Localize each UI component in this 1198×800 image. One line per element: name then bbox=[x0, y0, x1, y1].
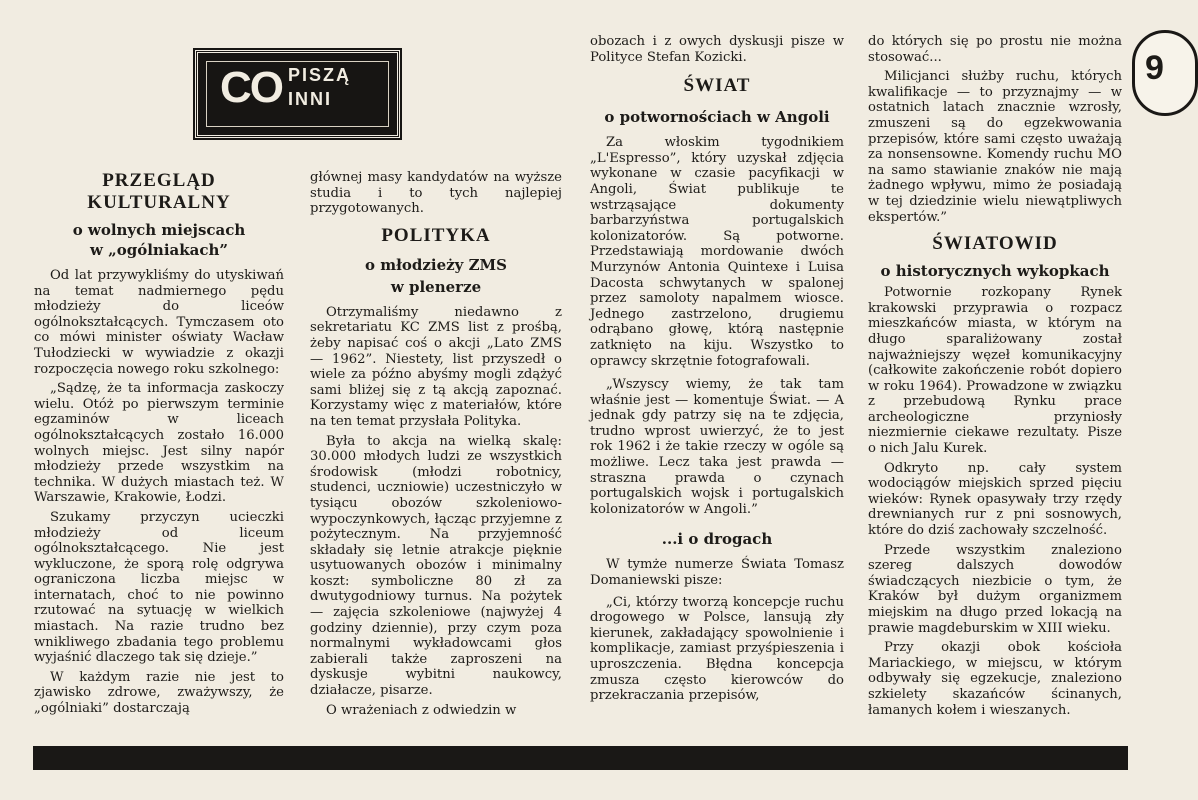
subhead-wolne-miejsca-2: w „ogólniakach” bbox=[89, 241, 229, 259]
co-pisza-inni-logo bbox=[195, 50, 400, 138]
paragraph: O wrażeniach z odwiedzin w bbox=[326, 702, 517, 718]
subhead-drogi: ...i o drogach bbox=[661, 530, 773, 549]
section-title-kulturalny: KULTURALNY bbox=[87, 192, 231, 213]
paragraph: „Ci, którzy tworzą koncepcje ruchu drogowego w Polsce, lansują zły kierunek, zakładający spowolnienie i komplikacje, zamiast przyśpieszenia i uproszczenia. Błędna koncepcja zmusza często kierowców do przekraczania przepisów, bbox=[590, 594, 844, 704]
column-swiat bbox=[590, 34, 844, 708]
section-title-swiatowid: ŚWIATOWID bbox=[932, 233, 1058, 255]
paragraph: Potwornie rozkopany Rynek krakowski przyprawia o rozpacz mieszkańców miasta, w którym na długo sparaliżowany został najważniejszy węzeł komunikacyjny (całkowite zakończenie robót dopiero w roku 1964). Prowadzone w związku z przebudową Rynku prace archeologiczne przyniosły niezmiernie ciekawe rezultaty. Pisze o nich Jalu Kurek. bbox=[868, 285, 1122, 457]
paragraph: Za włoskim tygodnikiem „L'Espresso”, który uzyskał zdjęcia wykonane w czasie pacyfikacji w Angoli, Świat publikuje te wstrząsające dokumenty barbarzyństwa portugalskich kolonizatorów. Są potworne. Przedstawiają mordowanie dwóch Murzynów Antonia Quintexe i Luisa Dacosta schwytanych w spalonej przez samoloty napalmem wiosce. Jednego zastrzelono, drugiemu odrąbano głowę, którą następnie zatknięto na kiju. Wszystko to oprawcy skrzętnie fotografowali. bbox=[590, 135, 844, 369]
paragraph-continuation: obozach i z owych dyskusji pisze w Polityce Stefan Kozicki. bbox=[590, 34, 844, 65]
paragraph: Była to akcja na wielką skalę: 30.000 młodych ludzi ze wszystkich środowisk (młodzi robotnicy, studenci, uczniowie) uczestniczyło w tysiącu obozów szkoleniowo-wypoczynkowych, łącząc przyjemne z pożytecznym. Na przyjemność składały się letnie atrakcje pięknie usytuowanych obozów i minimalny koszt: symboliczne 80 zł za dwutygodniowy turnus. Na pożytek — zajęcia szkoleniowe (najwyżej 4 godziny dziennie), przy czym poza normalnymi wykładowcami głos zabierali także zaproszeni na dyskusje wybitni naukowcy, działacze, pisarze. bbox=[310, 433, 562, 699]
paragraph: W każdym razie nie jest to zjawisko zdrowe, zważywszy, że „ogólniaki” dostarczają bbox=[34, 669, 284, 717]
paragraph-continuation: do których się po prostu nie można stosować... bbox=[868, 34, 1122, 65]
paragraph: Od lat przywykliśmy do utyskiwań na temat nadmiernego pędu młodzieży do liceów ogólnokształcących. Tymczasem oto co mówi minister oświaty Wacław Tułodziecki w wywiadzie z okazji rozpoczęcia nowego roku szkolnego: bbox=[34, 268, 284, 377]
paragraph: Szukamy przyczyn ucieczki młodzieży od liceum ogólnokształcącego. Nie jest wykluczone, że sporą rolę odgrywa ograniczona liczba miejsc w internatach, choć to nie powinno rzutować na sytuację w wielkich miastach. Na razie trudno bez wnikliwego zbadania tego problemu wyjaśnić dlaczego tak się dzieje.” bbox=[34, 509, 284, 666]
paragraph: Otrzymaliśmy niedawno z sekretariatu KC ZMS list z prośbą, żeby napisać coś o akcji „Lato ZMS — 1962”. Niestety, list przyszedł o wiele za późno abyśmy mogli zdążyć sami bliżej się z tą akcją zapoznać. Korzystamy więc z materiałów, które na ten temat przysłała Polityka. bbox=[310, 304, 562, 429]
paragraph: „Wszyscy wiemy, że tak tam właśnie jest — komentuje Świat. — A jednak gdy patrzy się na te zdjęcia, trudno wprost uwierzyć, że to jest rok 1962 i że takie rzeczy w ogóle są możliwe. Lecz taka jest prawda — straszna prawda o czynach portugalskich wojsk i portugalskich kolonizatorów w Angoli.” bbox=[590, 377, 844, 517]
bottom-black-rule bbox=[33, 746, 1128, 770]
logo-word-pisza: PISZĄ bbox=[288, 65, 352, 85]
paragraph: Przede wszystkim znaleziono szereg dalszych dowodów świadczących niezbicie o tym, że Kraków był dużym organizmem miejskim na długo przed lokacją na prawie magdeburskim w XIII wieku. bbox=[868, 542, 1122, 636]
section-title-swiat: ŚWIAT bbox=[683, 75, 751, 97]
section-title-polityka: POLITYKA bbox=[381, 224, 491, 246]
column-polityka bbox=[310, 170, 562, 722]
paragraph: W tymże numerze Świata Tomasz Domaniewski pisze: bbox=[590, 557, 844, 589]
page-number: 9 bbox=[1145, 49, 1164, 87]
subhead-angola: o potwornościach w Angoli bbox=[604, 108, 830, 127]
logo-co-text: CO bbox=[220, 63, 282, 112]
subhead-mlodziez-zms-2: w plenerze bbox=[390, 277, 482, 296]
page-number-badge bbox=[1132, 30, 1198, 116]
paragraph: „Sądzę, że ta informacja zaskoczy wielu. Otóż po pierwszym terminie egzaminów w liceach ogólnokształcących zostało 16.000 wolnych miejsc. Jest silny napór młodzieży przede wszystkim na technika. W dużych miastach też. W Warszawie, Krakowie, Łodzi. bbox=[34, 381, 284, 506]
subhead-wykopki: o historycznych wykopkach bbox=[880, 262, 1110, 281]
paragraph-continuation: głównej masy kandydatów na wyższe studia i to tych najlepiej przygotowanych. bbox=[310, 170, 562, 217]
column-swiatowid bbox=[868, 34, 1122, 722]
paragraph: Przy okazji obok kościoła Mariackiego, w miejscu, w którym odbywały się egzekucje, znaleziono szkielety skazańców ścinanych, łamanych kołem i wieszanych. bbox=[868, 640, 1122, 718]
subhead-wolne-miejsca-1: o wolnych miejscach bbox=[72, 221, 246, 239]
paragraph: Odkryto np. cały system wodociągów miejskich sprzed pięciu wieków: Rynek opasywały trzy rzędy drewnianych rur z pni sosnowych, które do dziś zachowały szczelność. bbox=[868, 460, 1122, 539]
subhead-mlodziez-zms-1: o młodzieży ZMS bbox=[365, 255, 507, 274]
paragraph: Milicjanci służby ruchu, których kwalifikacje — to przyznajmy — w ostatnich latach znacznie wzrosły, zmuszeni są do egzekwowania przepisów, które sami często uważają za nonsensowne. Komendy ruchu MO na samo stawianie znaków nie mają żadnego wpływu, mimo że posiadają w tej dziedzinie wielu niewątpliwych ekspertów.” bbox=[868, 69, 1122, 225]
logo-word-inni: INNI bbox=[288, 89, 332, 109]
column-przeglad-kulturalny bbox=[34, 170, 284, 721]
section-title-przeglad: PRZEGLĄD bbox=[102, 170, 216, 191]
